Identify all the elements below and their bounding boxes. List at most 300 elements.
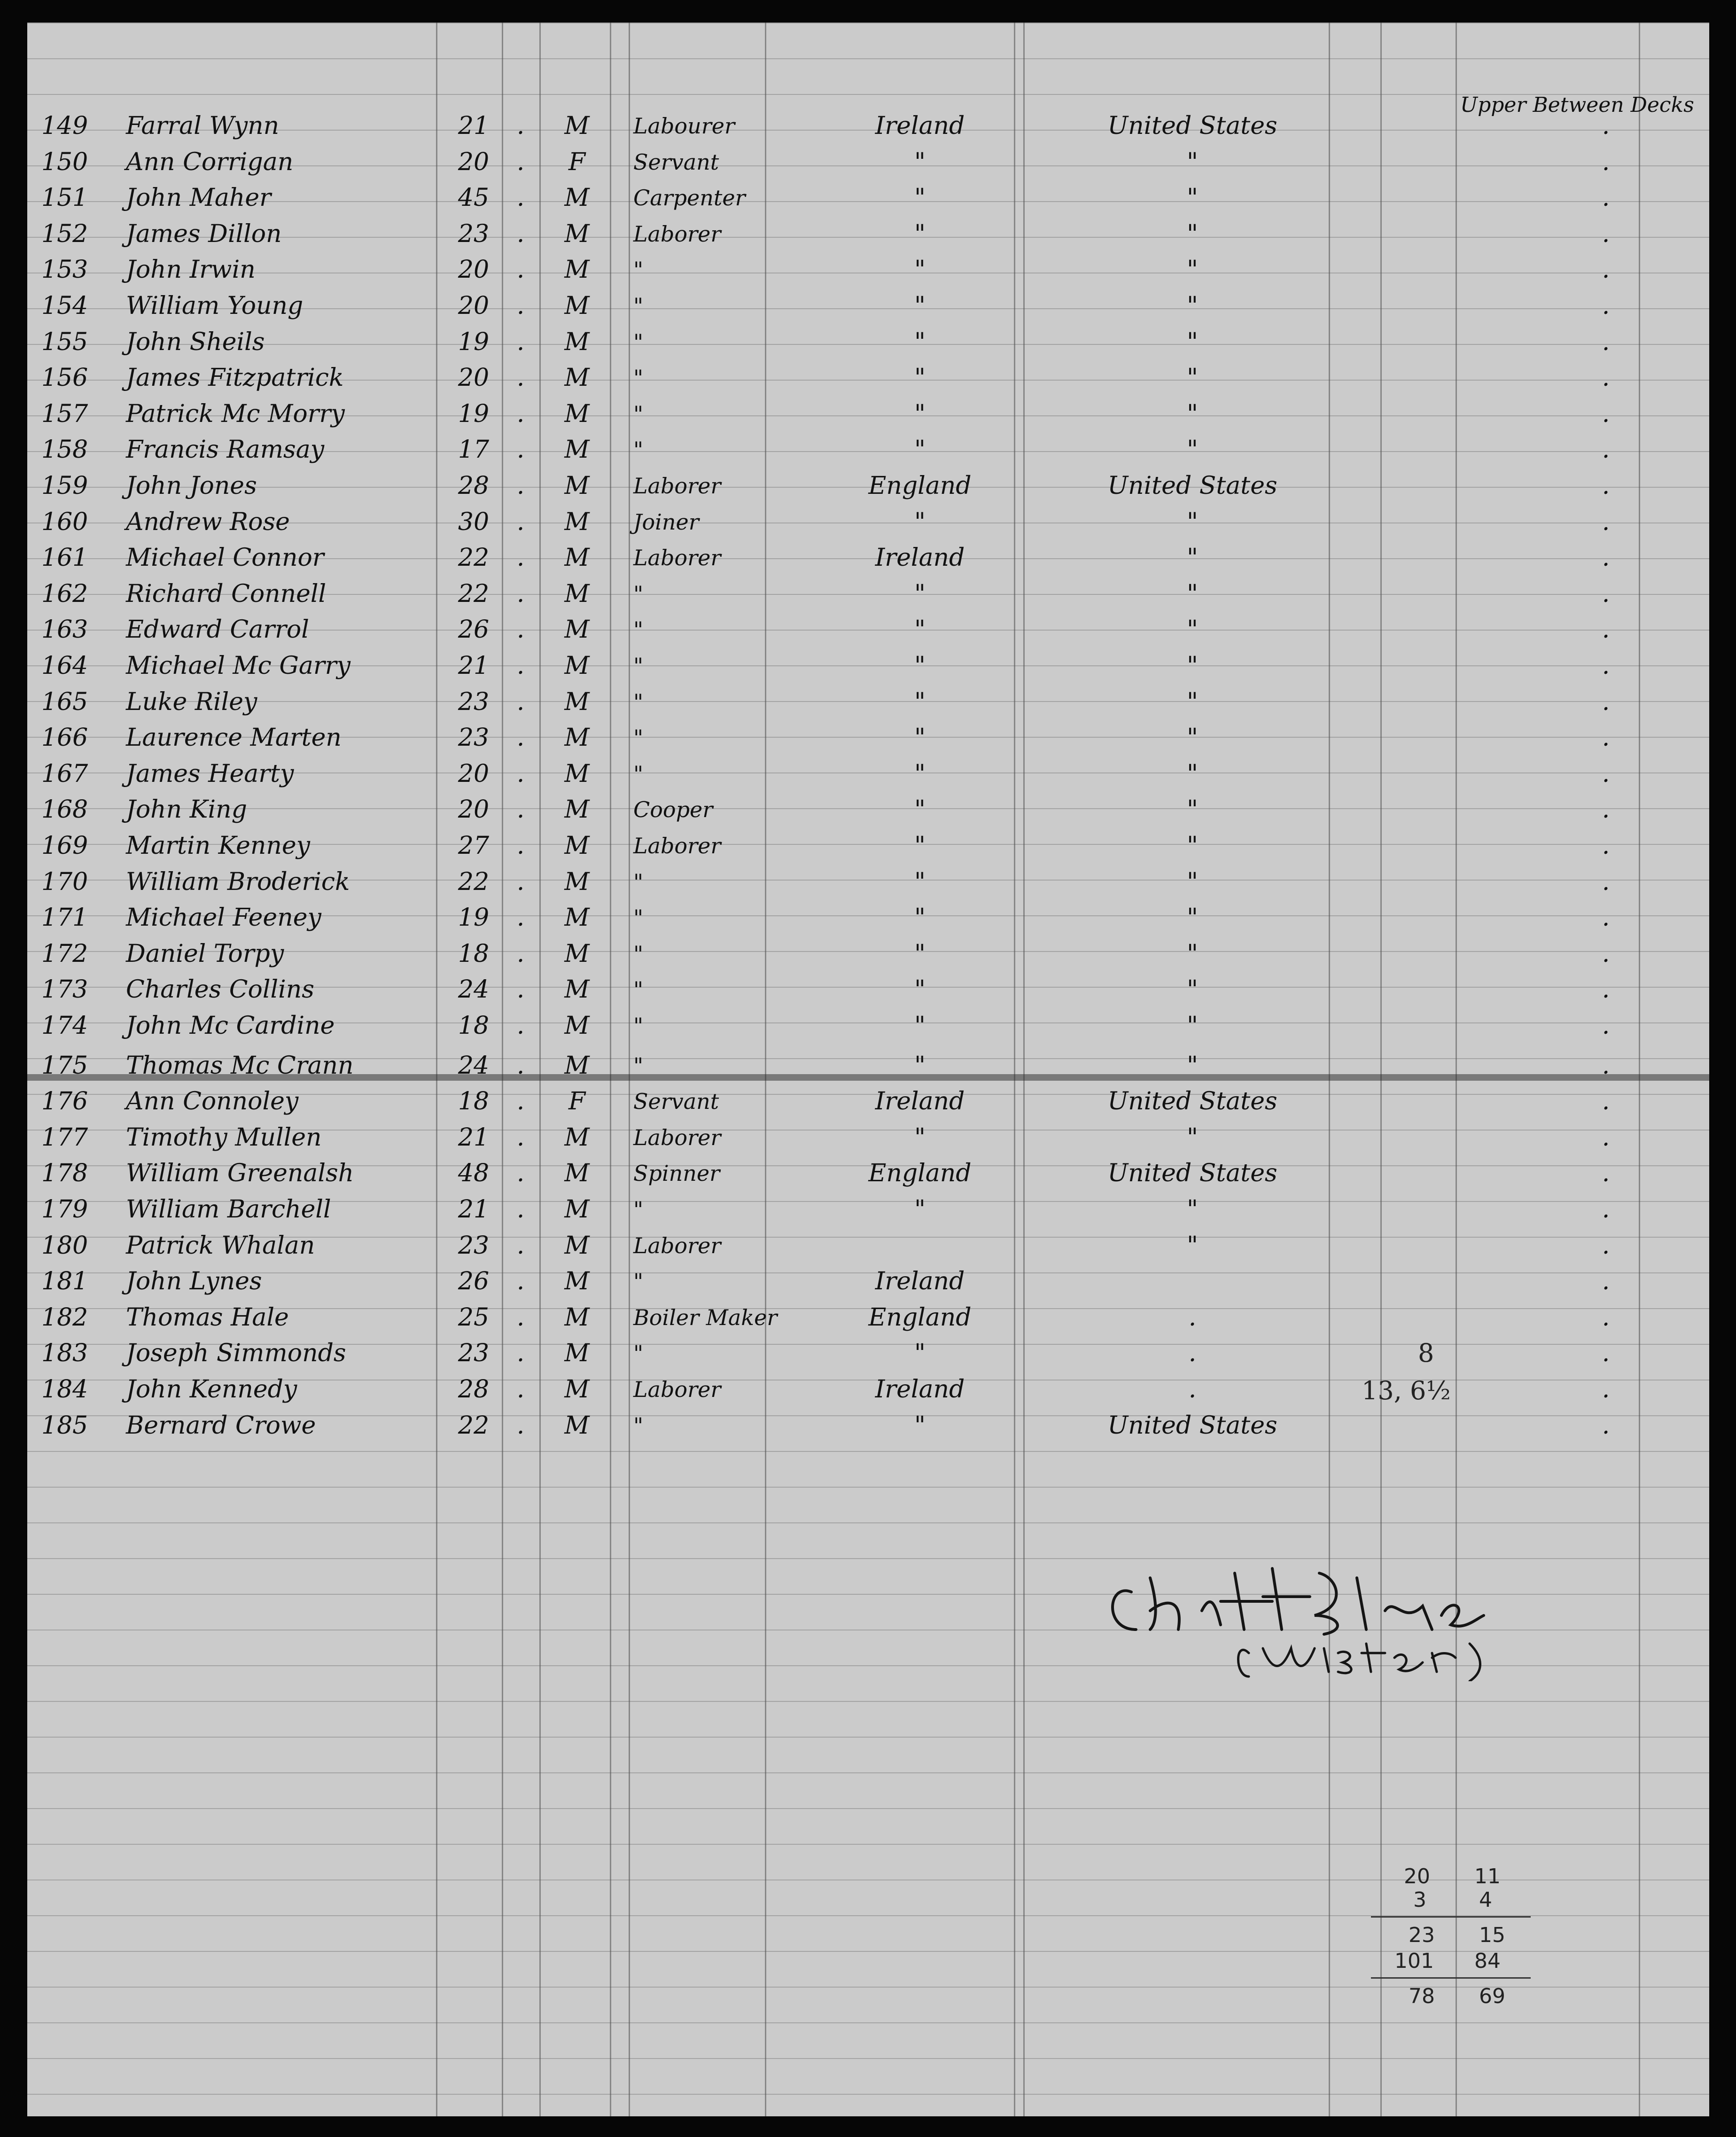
deck-mark: . — [1602, 1195, 1610, 1224]
entry-number: 180 — [41, 1231, 88, 1260]
passenger-name: Michael Mc Garry — [126, 652, 350, 680]
calc-value: 84 — [1474, 1949, 1501, 1973]
passenger-name: Farral Wynn — [126, 112, 280, 140]
deck-mark: . — [1602, 256, 1610, 284]
passenger-name: Patrick Whalan — [126, 1231, 315, 1260]
entry-number: 158 — [41, 436, 88, 464]
table-row — [27, 898, 1709, 934]
country-of-origin: " — [914, 1339, 926, 1368]
table-row — [27, 1406, 1709, 1442]
country-of-origin: " — [914, 364, 926, 392]
ditto-mark: . — [516, 1267, 525, 1296]
passenger-name: Joseph Simmonds — [126, 1339, 346, 1368]
passenger-sex: M — [564, 796, 590, 824]
passenger-name: James Fitzpatrick — [126, 364, 344, 392]
passenger-name: Patrick Mc Morry — [126, 399, 345, 428]
entry-number: 155 — [41, 328, 88, 356]
country-of-destination: United States — [1107, 472, 1277, 500]
passenger-occupation: Joiner — [633, 509, 699, 535]
ditto-mark: . — [516, 579, 525, 608]
table-row — [27, 214, 1709, 250]
entry-number: 153 — [41, 256, 88, 284]
entry-number: 185 — [41, 1411, 88, 1440]
entry-number: 173 — [41, 975, 88, 1004]
country-of-destination: United States — [1107, 112, 1277, 140]
country-of-destination: " — [1187, 292, 1198, 320]
entry-number: 168 — [41, 796, 88, 824]
country-of-destination: " — [1187, 724, 1198, 752]
calc-rule — [1371, 1916, 1531, 1918]
deck-mark: . — [1602, 1012, 1610, 1040]
passenger-sex: M — [564, 219, 590, 248]
passenger-age: 20 — [458, 256, 490, 284]
passenger-age: 23 — [458, 1231, 490, 1260]
passenger-name: Michael Connor — [126, 544, 324, 572]
passenger-age: 23 — [458, 1339, 490, 1368]
passenger-sex: M — [564, 292, 590, 320]
ditto-mark: . — [516, 724, 525, 752]
passenger-occupation: Servant — [633, 149, 719, 175]
passenger-occupation: Servant — [633, 1089, 719, 1115]
table-row — [27, 286, 1709, 322]
passenger-age: 20 — [458, 796, 490, 824]
country-of-origin: " — [914, 724, 926, 752]
deck-mark: . — [1602, 867, 1610, 896]
passenger-name: William Barchell — [126, 1195, 331, 1224]
country-of-origin: " — [914, 687, 926, 716]
passenger-name: Francis Ramsay — [126, 436, 325, 464]
calc-rule — [1371, 1977, 1531, 1979]
table-row — [27, 1006, 1709, 1042]
table-row — [27, 1262, 1709, 1297]
pencil-calculation — [1371, 1864, 1559, 2034]
passenger-sex: M — [564, 184, 590, 212]
passenger-occupation: " — [633, 1053, 644, 1078]
country-of-origin: " — [914, 1411, 926, 1440]
deck-mark: . — [1602, 544, 1610, 572]
passenger-sex: M — [564, 1051, 590, 1080]
entry-number: 152 — [41, 219, 88, 248]
deck-mark: . — [1602, 652, 1610, 680]
country-of-origin: Ireland — [875, 544, 965, 572]
passenger-name: Martin Kenney — [126, 832, 311, 860]
passenger-age: 45 — [458, 184, 490, 212]
passenger-name: Thomas Mc Crann — [126, 1051, 354, 1080]
passenger-sex: M — [564, 867, 590, 896]
passenger-occupation: Boiler Maker — [633, 1304, 778, 1330]
table-row — [27, 178, 1709, 214]
entry-number: 176 — [41, 1087, 88, 1116]
table-row — [27, 1154, 1709, 1189]
passenger-sex: M — [564, 1231, 590, 1260]
entry-number: 159 — [41, 472, 88, 500]
table-row — [27, 538, 1709, 574]
passenger-name: Ann Corrigan — [126, 148, 294, 176]
ditto-mark: . — [516, 832, 525, 860]
passenger-occupation: " — [633, 869, 644, 895]
entry-number: 161 — [41, 544, 88, 572]
calc-value: 101 — [1394, 1949, 1434, 1973]
passenger-age: 19 — [458, 328, 490, 356]
passenger-occupation: " — [633, 1269, 644, 1295]
country-of-destination: " — [1187, 544, 1198, 572]
passenger-occupation: " — [633, 761, 644, 787]
passenger-sex: F — [568, 1087, 586, 1116]
passenger-sex: M — [564, 832, 590, 860]
passenger-sex: M — [564, 904, 590, 932]
ditto-mark: . — [516, 507, 525, 536]
passenger-name: Bernard Crowe — [126, 1411, 316, 1440]
entry-number: 171 — [41, 904, 88, 932]
country-of-destination: " — [1187, 148, 1198, 176]
passenger-name: Thomas Hale — [126, 1303, 289, 1332]
passenger-age: 23 — [458, 724, 490, 752]
calc-value: 78 — [1409, 1984, 1435, 2008]
country-of-destination: " — [1187, 1012, 1198, 1040]
passenger-name: Andrew Rose — [126, 507, 290, 536]
passenger-sex: M — [564, 1267, 590, 1296]
passenger-sex: M — [564, 328, 590, 356]
passenger-name: John Sheils — [126, 328, 265, 356]
table-row — [27, 142, 1709, 178]
country-of-destination: " — [1187, 867, 1198, 896]
passenger-occupation: " — [633, 905, 644, 931]
passenger-name: Luke Riley — [126, 687, 257, 716]
table-row — [27, 250, 1709, 286]
ditto-mark: . — [516, 1411, 525, 1440]
country-of-destination: " — [1187, 256, 1198, 284]
passenger-occupation: Laborer — [633, 1232, 721, 1258]
deck-mark: . — [1602, 1087, 1610, 1116]
entry-number: 174 — [41, 1012, 88, 1040]
entry-number: 183 — [41, 1339, 88, 1368]
passenger-age: 22 — [458, 867, 490, 896]
entry-number: 177 — [41, 1123, 88, 1152]
deck-mark: . — [1602, 436, 1610, 464]
table-row — [27, 106, 1709, 142]
country-of-destination: " — [1187, 219, 1198, 248]
passenger-name: Laurence Marten — [126, 724, 342, 752]
passenger-occupation: Laborer — [633, 1377, 721, 1402]
deck-mark: . — [1602, 1051, 1610, 1080]
country-of-origin: " — [914, 256, 926, 284]
passenger-occupation: " — [633, 977, 644, 1003]
table-row — [27, 502, 1709, 538]
calc-value: 11 — [1474, 1864, 1501, 1888]
ditto-mark: . — [516, 436, 525, 464]
passenger-name: Michael Feeney — [126, 904, 321, 932]
ditto-mark: . — [516, 148, 525, 176]
passenger-name: John Kennedy — [126, 1375, 297, 1404]
passenger-name: Daniel Torpy — [126, 939, 284, 968]
passenger-sex: M — [564, 1159, 590, 1188]
passenger-age: 19 — [458, 904, 490, 932]
passenger-occupation: " — [633, 437, 644, 463]
country-of-destination: " — [1187, 328, 1198, 356]
passenger-age: 20 — [458, 148, 490, 176]
passenger-sex: M — [564, 364, 590, 392]
passenger-occupation: Laborer — [633, 1124, 721, 1150]
passenger-sex: M — [564, 579, 590, 608]
country-of-origin: England — [868, 472, 972, 500]
passenger-age: 28 — [458, 472, 490, 500]
entry-number: 164 — [41, 652, 88, 680]
passenger-name: William Young — [126, 292, 304, 320]
country-of-destination: " — [1187, 1231, 1198, 1260]
passenger-name: William Broderick — [126, 867, 350, 896]
ditto-mark: . — [516, 364, 525, 392]
entry-number: 169 — [41, 832, 88, 860]
deck-mark: . — [1602, 1159, 1610, 1188]
passenger-age: 21 — [458, 112, 490, 140]
table-row — [27, 394, 1709, 430]
column-header-note: Upper Between Decks — [1460, 93, 1694, 117]
ditto-mark: . — [516, 1159, 525, 1188]
passenger-occupation: " — [633, 617, 644, 643]
passenger-name: Richard Connell — [126, 579, 327, 608]
country-of-origin: " — [914, 975, 926, 1004]
country-of-destination: " — [1187, 796, 1198, 824]
passenger-name: Ann Connoley — [126, 1087, 299, 1116]
passenger-occupation: " — [633, 1341, 644, 1366]
country-of-destination: " — [1187, 184, 1198, 212]
ditto-mark: . — [516, 184, 525, 212]
country-of-origin: " — [914, 796, 926, 824]
country-of-origin: " — [914, 1195, 926, 1224]
passenger-occupation: Laborer — [633, 221, 721, 247]
deck-mark: . — [1602, 616, 1610, 644]
country-of-origin: " — [914, 904, 926, 932]
passenger-sex: M — [564, 399, 590, 428]
passenger-sex: M — [564, 256, 590, 284]
country-of-destination: " — [1187, 616, 1198, 644]
country-of-destination: " — [1187, 759, 1198, 788]
entry-number: 167 — [41, 759, 88, 788]
calc-value: 69 — [1479, 1984, 1505, 2008]
passenger-occupation: " — [633, 329, 644, 355]
country-of-destination: " — [1187, 399, 1198, 428]
ditto-mark: . — [516, 1303, 525, 1332]
country-of-destination: " — [1187, 1051, 1198, 1080]
passenger-age: 25 — [458, 1303, 490, 1332]
ditto-mark: . — [516, 112, 525, 140]
table-row — [27, 1298, 1709, 1334]
passenger-occupation: Spinner — [633, 1161, 720, 1186]
calc-value: 3 — [1413, 1888, 1426, 1912]
deck-mark: . — [1602, 507, 1610, 536]
margin-note-a: 8 — [1418, 1338, 1434, 1368]
entry-number: 182 — [41, 1303, 88, 1332]
ditto-mark: . — [516, 1012, 525, 1040]
country-of-origin: " — [914, 579, 926, 608]
table-row — [27, 970, 1709, 1006]
deck-mark: . — [1602, 112, 1610, 140]
deck-mark: . — [1602, 1375, 1610, 1404]
deck-mark: . — [1602, 184, 1610, 212]
deck-mark: . — [1602, 687, 1610, 716]
entry-number: 184 — [41, 1375, 88, 1404]
country-of-destination: " — [1187, 436, 1198, 464]
ditto-mark: . — [516, 399, 525, 428]
deck-mark: . — [1602, 579, 1610, 608]
ditto-mark: . — [516, 796, 525, 824]
passenger-occupation: " — [633, 1412, 644, 1438]
passenger-age: 22 — [458, 544, 490, 572]
country-of-origin: Ireland — [875, 1087, 965, 1116]
ditto-mark: . — [516, 759, 525, 788]
passenger-occupation: " — [633, 257, 644, 283]
passenger-occupation: " — [633, 725, 644, 751]
ditto-mark: . — [516, 1375, 525, 1404]
country-of-destination: " — [1187, 1123, 1198, 1152]
entry-number: 151 — [41, 184, 88, 212]
passenger-sex: M — [564, 1012, 590, 1040]
country-of-destination: United States — [1107, 1087, 1277, 1116]
table-row — [27, 1046, 1709, 1082]
deck-mark: . — [1602, 328, 1610, 356]
entry-number: 179 — [41, 1195, 88, 1224]
passenger-name: William Greenalsh — [126, 1159, 354, 1188]
passenger-age: 23 — [458, 219, 490, 248]
passenger-occupation: " — [633, 1197, 644, 1222]
passenger-age: 20 — [458, 759, 490, 788]
passenger-age: 22 — [458, 579, 490, 608]
passenger-age: 21 — [458, 1195, 490, 1224]
country-of-origin: " — [914, 292, 926, 320]
passenger-sex: M — [564, 1375, 590, 1404]
table-row — [27, 1370, 1709, 1405]
ditto-mark: . — [516, 939, 525, 968]
country-of-destination: United States — [1107, 1159, 1277, 1188]
table-row — [27, 754, 1709, 790]
passenger-sex: M — [564, 1339, 590, 1368]
passenger-name: John Maher — [126, 184, 272, 212]
passenger-sex: M — [564, 507, 590, 536]
country-of-destination: " — [1187, 364, 1198, 392]
ditto-mark: . — [516, 292, 525, 320]
deck-mark: . — [1602, 796, 1610, 824]
country-of-destination: " — [1187, 652, 1198, 680]
ditto-mark: . — [516, 1123, 525, 1152]
table-row — [27, 1226, 1709, 1262]
deck-mark: . — [1602, 724, 1610, 752]
calc-value: 20 — [1404, 1864, 1430, 1888]
country-of-origin: Ireland — [875, 1267, 965, 1296]
passenger-occupation: Cooper — [633, 797, 713, 823]
passenger-occupation: Carpenter — [633, 185, 746, 211]
deck-mark: . — [1602, 364, 1610, 392]
passenger-age: 20 — [458, 364, 490, 392]
passenger-occupation: Laborer — [633, 833, 721, 858]
table-row — [27, 430, 1709, 466]
entry-number: 154 — [41, 292, 88, 320]
passenger-sex: M — [564, 724, 590, 752]
table-row — [27, 466, 1709, 502]
entry-number: 172 — [41, 939, 88, 968]
passenger-sex: M — [564, 544, 590, 572]
deck-mark: . — [1602, 399, 1610, 428]
country-of-destination: " — [1187, 1195, 1198, 1224]
passenger-occupation: " — [633, 293, 644, 319]
margin-note-b: 13, 6½ — [1362, 1376, 1451, 1405]
entry-number: 181 — [41, 1267, 88, 1296]
passenger-age: 30 — [458, 507, 490, 536]
country-of-destination: " — [1187, 832, 1198, 860]
deck-mark: . — [1602, 939, 1610, 968]
country-of-origin: " — [914, 507, 926, 536]
country-of-destination: " — [1187, 904, 1198, 932]
entry-number: 178 — [41, 1159, 88, 1188]
passenger-name: John Irwin — [126, 256, 256, 284]
passenger-sex: M — [564, 112, 590, 140]
passenger-age: 21 — [458, 1123, 490, 1152]
deck-mark: . — [1602, 759, 1610, 788]
deck-mark: . — [1602, 292, 1610, 320]
ditto-mark: . — [516, 1087, 525, 1116]
country-of-origin: " — [914, 832, 926, 860]
deck-mark: . — [1602, 904, 1610, 932]
ditto-mark: . — [516, 256, 525, 284]
country-of-origin: " — [914, 652, 926, 680]
passenger-sex: M — [564, 687, 590, 716]
passenger-sex: M — [564, 939, 590, 968]
passenger-sex: M — [564, 652, 590, 680]
passenger-name: Charles Collins — [126, 975, 314, 1004]
country-of-destination: " — [1187, 507, 1198, 536]
passenger-occupation: " — [633, 941, 644, 967]
country-of-origin: " — [914, 1051, 926, 1080]
table-row — [27, 1082, 1709, 1117]
passenger-age: 24 — [458, 975, 490, 1004]
passenger-age: 28 — [458, 1375, 490, 1404]
deck-mark: . — [1602, 1267, 1610, 1296]
deck-mark: . — [1602, 1303, 1610, 1332]
table-row — [27, 790, 1709, 826]
passenger-age: 27 — [458, 832, 490, 860]
country-of-destination: United States — [1107, 1411, 1277, 1440]
ditto-mark: . — [516, 687, 525, 716]
table-row — [27, 1334, 1709, 1369]
passenger-age: 26 — [458, 1267, 490, 1296]
ditto-mark: . — [516, 219, 525, 248]
deck-mark: . — [1602, 1411, 1610, 1440]
passenger-sex: M — [564, 759, 590, 788]
ditto-mark: . — [516, 867, 525, 896]
passenger-age: 20 — [458, 292, 490, 320]
passenger-sex: M — [564, 1195, 590, 1224]
table-row — [27, 646, 1709, 682]
country-of-origin: England — [868, 1159, 972, 1188]
country-of-origin: " — [914, 436, 926, 464]
deck-mark: . — [1602, 219, 1610, 248]
passenger-occupation: Laborer — [633, 473, 721, 499]
deck-mark: . — [1602, 975, 1610, 1004]
country-of-origin: " — [914, 399, 926, 428]
passenger-age: 22 — [458, 1411, 490, 1440]
entry-number: 160 — [41, 507, 88, 536]
passenger-sex: M — [564, 1303, 590, 1332]
country-of-origin: " — [914, 219, 926, 248]
table-row — [27, 610, 1709, 646]
country-of-destination: " — [1187, 939, 1198, 968]
passenger-sex: M — [564, 472, 590, 500]
country-of-destination: " — [1187, 687, 1198, 716]
passenger-name: John King — [126, 796, 247, 824]
country-of-destination: . — [1188, 1339, 1197, 1368]
country-of-origin: " — [914, 867, 926, 896]
passenger-name: John Mc Cardine — [126, 1012, 335, 1040]
ditto-mark: . — [516, 616, 525, 644]
